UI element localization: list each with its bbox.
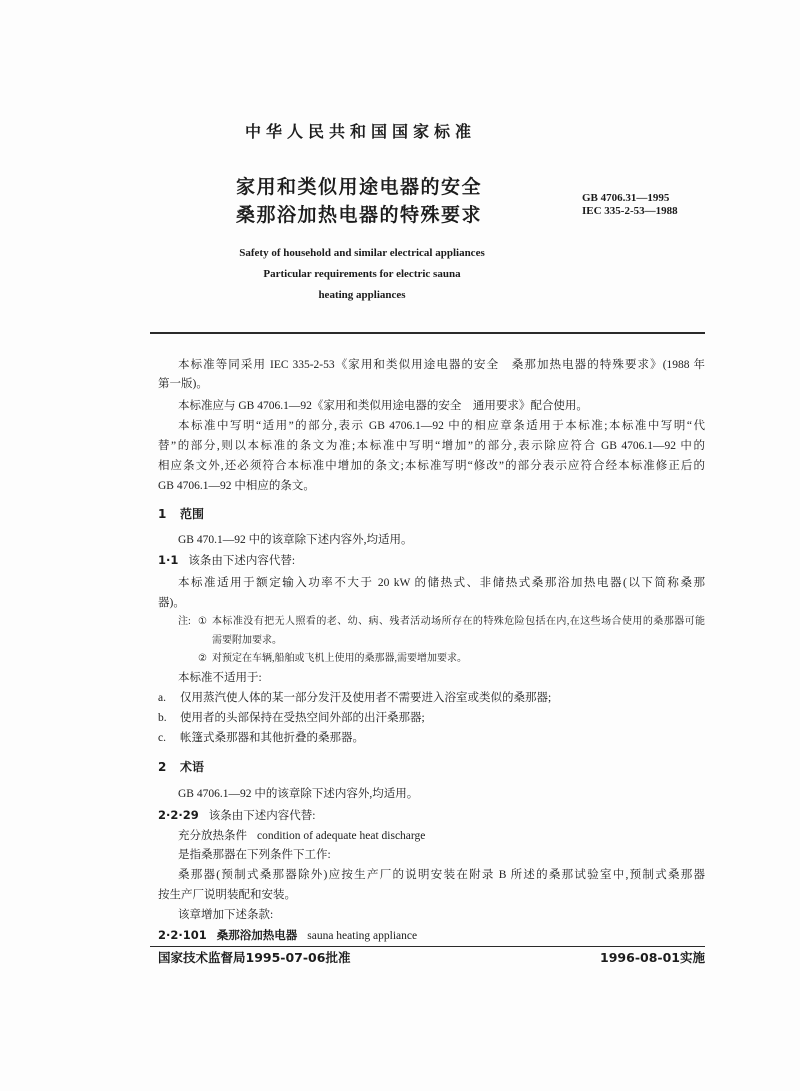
section-1-number: 1 bbox=[158, 507, 167, 521]
definition-line-2: 桑那器(预制式桑那器除外)应按生产厂的说明安装在附录 B 所述的桑那试验室中,预制式桑那器 bbox=[178, 869, 705, 881]
foreword-p3-line-1: 本标准中写明“适用”的部分,表示 GB 4706.1—92 中的相应章条适用于本标准;本标准中写明“代 bbox=[178, 420, 705, 432]
additions-intro: 该章增加下述条款: bbox=[178, 909, 274, 921]
footer-divider bbox=[150, 946, 705, 947]
section-2-heading bbox=[158, 760, 204, 774]
term-2-2-29-zh: 充分放热条件 bbox=[178, 828, 247, 842]
header-divider bbox=[150, 332, 705, 334]
note-label: 注: bbox=[178, 616, 191, 627]
title-en-line-1: Safety of household and similar electrical appliances bbox=[239, 247, 485, 259]
clause-1-1-scope-line-1: 本标准适用于额定输入功率不大于 20 kW 的储热式、非储热式桑那浴加热电器(以下简称桑那 bbox=[178, 577, 705, 589]
definition-line-3: 按生产厂说明装配和安装。 bbox=[158, 889, 296, 901]
section-1-title: 范围 bbox=[180, 507, 205, 521]
foreword-p2-line-1: 本标准应与 GB 4706.1—92《家用和类似用途电器的安全 通用要求》配合使用。 bbox=[178, 400, 588, 412]
note-1-marker: ① bbox=[198, 616, 207, 627]
clause-2-2-29-heading bbox=[158, 808, 315, 823]
definition-line-1: 是指桑那器在下列条件下工作: bbox=[178, 849, 331, 861]
section-1-heading bbox=[158, 507, 204, 521]
clause-2-2-101 bbox=[158, 928, 417, 943]
section-2-number: 2 bbox=[158, 760, 167, 774]
iec-code: IEC 335-2-53—1988 bbox=[582, 205, 678, 217]
clause-1-1-scope-line-2: 器)。 bbox=[158, 597, 185, 609]
exclusion-b-label: b. bbox=[158, 712, 167, 724]
implementation-line: 1996-08-01实施 bbox=[600, 950, 705, 965]
foreword-p3-line-4: GB 4706.1—92 中相应的条文。 bbox=[158, 480, 315, 492]
title-en-line-2: Particular requirements for electric sauna bbox=[263, 268, 461, 280]
clause-2-2-29-heading-text: 该条由下述内容代替: bbox=[208, 810, 316, 822]
section-2-applicability: GB 4706.1—92 中的该章除下述内容外,均适用。 bbox=[178, 788, 419, 800]
exclusion-c-text: 帐篷式桑那器和其他折叠的桑那器。 bbox=[180, 732, 364, 744]
exclusion-b-text: 使用者的头部保持在受热空间外部的出汗桑那器; bbox=[180, 712, 425, 724]
exclusion-a-text: 仅用蒸汽使人体的某一部分发汗及使用者不需要进入浴室或类似的桑那器; bbox=[180, 692, 552, 704]
standard-type-heading: 中华人民共和国国家标准 bbox=[245, 122, 477, 141]
clause-1-1-number: 1·1 bbox=[158, 553, 179, 567]
clause-2-2-29-number: 2·2·29 bbox=[158, 808, 199, 822]
section-1-applicability: GB 470.1—92 中的该章除下述内容外,均适用。 bbox=[178, 534, 413, 546]
clause-1-1-heading bbox=[158, 553, 295, 568]
term-2-2-29 bbox=[178, 828, 425, 843]
gb-code: GB 4706.31—1995 bbox=[582, 192, 670, 204]
note-1-line-2: 需要附加要求。 bbox=[212, 635, 282, 646]
term-2-2-29-en: condition of adequate heat discharge bbox=[257, 830, 426, 842]
foreword-p1-line-1: 本标准等同采用 IEC 335-2-53《家用和类似用途电器的安全 桑那加热电器的特殊要求》(1988 年 bbox=[178, 359, 705, 371]
title-en-line-3: heating appliances bbox=[318, 289, 406, 301]
exclusion-c-label: c. bbox=[158, 732, 166, 744]
section-2-title: 术语 bbox=[180, 760, 205, 774]
title-zh-line-1: 家用和类似用途电器的安全 bbox=[236, 176, 483, 198]
clause-1-1-heading-text: 该条由下述内容代替: bbox=[188, 555, 296, 567]
foreword-p3-line-3: 相应条文外,还必须符合本标准中增加的条文;本标准写明“修改”的部分表示应符合经本标准修正后的 bbox=[158, 460, 705, 472]
note-2-marker: ② bbox=[198, 653, 207, 664]
foreword-p1-line-2: 第一版)。 bbox=[158, 378, 208, 390]
clause-2-2-101-term-en: sauna heating appliance bbox=[307, 930, 418, 942]
clause-2-2-101-term-zh: 桑那浴加热电器 bbox=[216, 928, 298, 942]
note-2-line-1: 对预定在车辆,船舶或飞机上使用的桑那器,需要增加要求。 bbox=[212, 653, 467, 664]
exclusion-a-label: a. bbox=[158, 692, 166, 704]
approval-line: 国家技术监督局1995-07-06批准 bbox=[158, 950, 351, 965]
note-1-line-1: 本标准没有把无人照看的老、幼、病、残者活动场所存在的特殊危险包括在内,在这些场合使用的桑那器可能 bbox=[212, 616, 705, 627]
clause-2-2-101-number: 2·2·101 bbox=[158, 928, 207, 942]
title-zh-line-2: 桑那浴加热电器的特殊要求 bbox=[236, 204, 483, 226]
foreword-p3-line-2: 替”的部分,则以本标准的条文为准;本标准中写明“增加”的部分,表示除应符合 GB 4706.1—92 中的 bbox=[158, 440, 705, 452]
exclusions-intro: 本标准不适用于: bbox=[178, 672, 262, 684]
